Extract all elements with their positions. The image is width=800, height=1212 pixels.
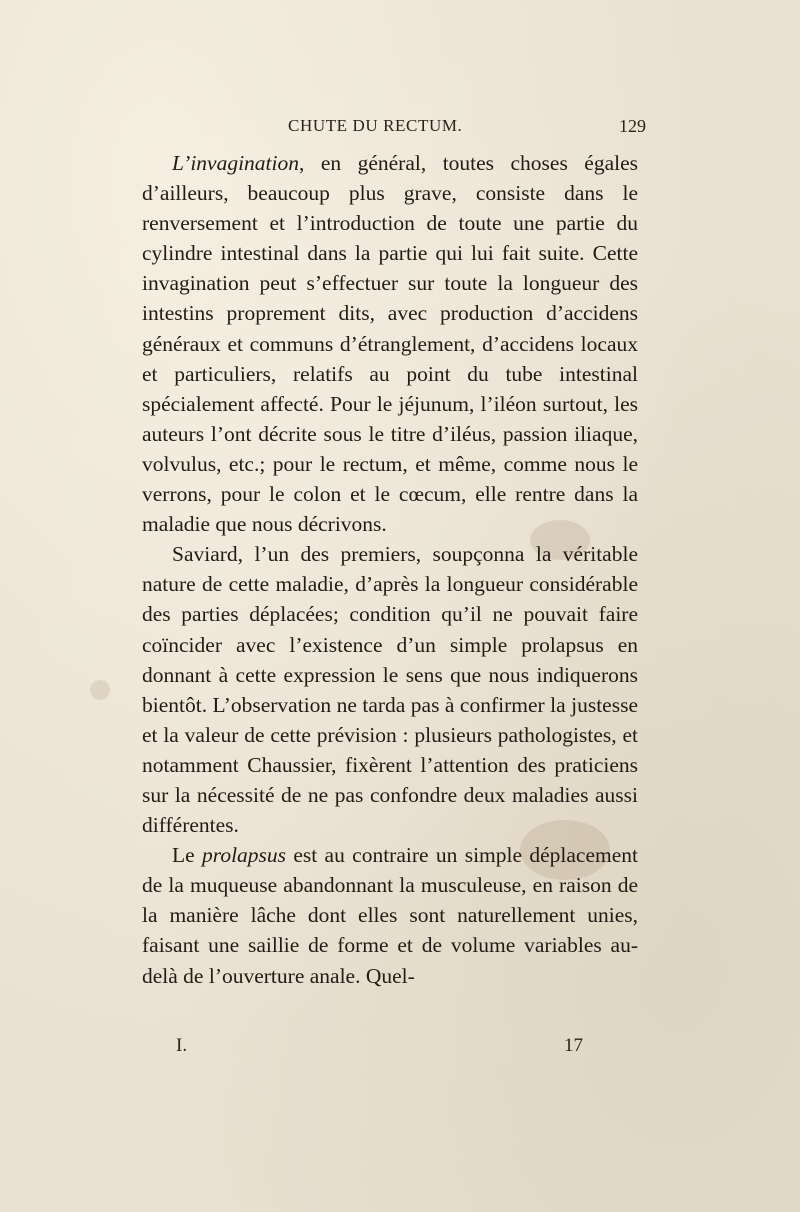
page-footer: [142, 1035, 638, 1063]
page-number: 129: [619, 116, 646, 136]
paragraph-prefix: Le: [172, 843, 202, 868]
paragraph: [142, 539, 638, 840]
running-header: [142, 116, 654, 142]
signature-letter: I.: [176, 1035, 188, 1056]
paper-stain: [90, 680, 110, 700]
body-text: [142, 148, 638, 991]
paragraph: [142, 148, 638, 539]
paragraph: [142, 840, 638, 990]
italic-term: L’invagination: [172, 151, 300, 175]
paragraph-text: Saviard, l’un des premiers, soupçonna la véritable nature de cette maladie, d’après la longueur considérable des parties déplacées; condition qu’il ne pouvait faire coïncider avec l’existence d’un simple prolapsus en donnant à cette expression le sens que nous indiquerons bientôt. L’observation ne tarda pas à confirmer la justesse et la valeur de cette prévision : plusieurs pathologistes, et notamment Chaussier, fixèrent l’attention des praticiens sur la nécessité de ne pas confondre deux maladies aussi différentes.: [142, 542, 638, 838]
running-title: CHUTE DU RECTUM.: [288, 116, 463, 135]
italic-term: prolapsus: [202, 843, 287, 868]
signature-number: 17: [564, 1035, 583, 1056]
paragraph-text: est au contraire un simple déplacement de la muqueuse abandonnant la musculeuse, en raison de la manière lâche dont elles sont naturellement unies, faisant une saillie de forme et de volume variables au-delà de l’ouverture anale. Quel-: [142, 843, 638, 988]
paragraph-text: , en général, toutes choses égales d’ailleurs, beaucoup plus grave, consiste dans le renversement et l’introduction de toute une partie du cylindre intestinal dans la partie qui lui fait suite. Cette invagination peut s’effectuer sur toute la longueur des intestins proprement dits, avec production d’accidens généraux et communs d’étranglement, d’accidens locaux et particuliers, relatifs au point du tube intestinal spécialement affecté. Pour le jéjunum, l’iléon surtout, les auteurs l’ont décrite sous le titre d’iléus, passion iliaque, volvulus, etc.; pour le rectum, et même, comme nous le verrons, pour le colon et le cœcum, elle rentre dans la maladie que nous décrivons.: [142, 151, 638, 537]
